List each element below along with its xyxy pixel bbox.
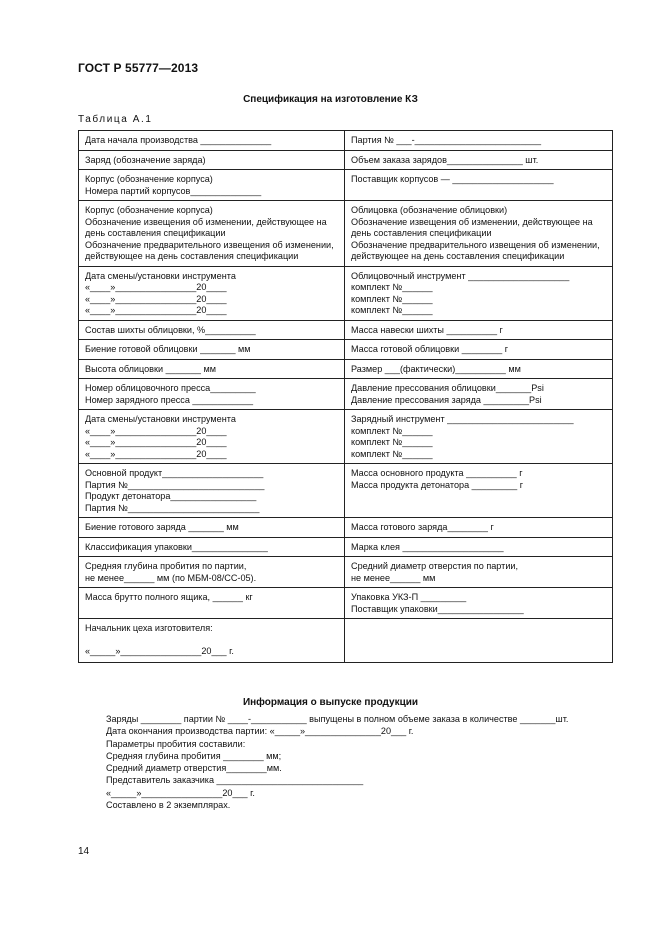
release-info-block — [106, 713, 626, 811]
cell-line: не менее______ мм — [351, 572, 436, 583]
right-cell — [345, 266, 613, 320]
cell-line: Объем заказа зарядов_______________ шт. — [351, 154, 539, 165]
right-cell — [345, 557, 613, 588]
left-cell — [79, 588, 345, 619]
cell-line: Партия №__________________________ — [85, 502, 260, 513]
info-line: Заряды ________ партии № ____-___________ выпущены в полном объеме заказа в количестве _______шт. — [106, 714, 569, 724]
cell-line: комплект №______ — [351, 437, 433, 447]
table-row — [79, 340, 613, 360]
right-cell — [345, 518, 613, 538]
info-line: Представитель заказчика _____________________________ — [106, 775, 364, 786]
cell-line: Дата начала производства ______________ — [85, 135, 272, 145]
left-cell — [79, 150, 345, 170]
cell-line: Биение готового заряда _______ мм — [85, 522, 239, 532]
right-cell — [345, 359, 613, 379]
right-cell — [345, 379, 613, 410]
left-cell — [79, 464, 345, 518]
cell-line: Состав шихты облицовки, %__________ — [85, 324, 256, 335]
table-row — [79, 359, 613, 379]
cell-line: Номер зарядного пресса ____________ — [85, 394, 254, 405]
right-cell — [345, 619, 613, 663]
cell-line: Продукт детонатора_________________ — [85, 491, 257, 501]
right-cell — [345, 131, 613, 151]
left-cell — [79, 170, 345, 201]
left-cell — [79, 410, 345, 464]
cell-line: комплект №______ — [351, 425, 433, 436]
cell-line: Облицовка (обозначение облицовки) — [351, 205, 508, 215]
cell-line: Номера партий корпусов______________ — [85, 185, 262, 196]
cell-line: Обозначение извещения об изменении, действующее на день составления спецификации — [351, 216, 593, 238]
cell-line: Масса навески шихты __________ г — [351, 324, 503, 335]
cell-line: комплект №______ — [351, 282, 433, 292]
right-cell — [345, 588, 613, 619]
right-cell — [345, 150, 613, 170]
cell-line: Номер облицовочного пресса_________ — [85, 383, 256, 393]
table-row — [79, 266, 613, 320]
cell-line: Масса брутто полного ящика, ______ кг — [85, 592, 253, 602]
cell-line: «_____»________________20___ г. — [85, 646, 234, 656]
left-cell — [79, 379, 345, 410]
left-cell — [79, 320, 345, 340]
cell-line: Облицовочный инструмент ____________________ — [351, 270, 570, 281]
info-line: Параметры пробития составили: — [106, 738, 246, 749]
cell-line: Марка клея ____________________ — [351, 541, 504, 552]
specification-table — [78, 130, 613, 663]
cell-line: Обозначение предварительного извещения об изменении, действующее на день составления спецификации — [85, 239, 334, 261]
table-row — [79, 379, 613, 410]
cell-line: Начальник цеха изготовителя: — [85, 623, 213, 633]
table-row — [79, 131, 613, 151]
cell-line: Корпус (обозначение корпуса) — [85, 205, 213, 215]
cell-line: Поставщик корпусов — ____________________ — [351, 174, 554, 184]
table-label: Таблица А.1 — [78, 114, 153, 125]
right-cell — [345, 170, 613, 201]
right-cell — [345, 464, 613, 518]
cell-line: Упаковка УКЗ-П _________ — [351, 592, 467, 602]
cell-line: не менее______ мм (по МБМ-08/СС-05). — [85, 572, 257, 583]
table-row — [79, 170, 613, 201]
release-info-title: Информация о выпуске продукции — [242, 697, 419, 708]
cell-line: Поставщик упаковки_________________ — [351, 603, 524, 614]
table-row — [79, 201, 613, 267]
specification-title: Спецификация на изготовление КЗ — [243, 94, 418, 105]
cell-line: Основной продукт____________________ — [85, 468, 264, 478]
cell-line: «____»________________20____ — [85, 293, 227, 304]
table-row — [79, 619, 613, 663]
right-cell — [345, 340, 613, 360]
cell-line: Масса основного продукта __________ г — [351, 468, 523, 478]
table-row — [79, 150, 613, 170]
standard-header: ГОСТ Р 55777—2013 — [78, 61, 199, 75]
right-cell — [345, 201, 613, 267]
cell-line: комплект №______ — [351, 305, 433, 315]
cell-line: Корпус (обозначение корпуса) — [85, 174, 213, 184]
cell-line: «____»________________20____ — [85, 425, 227, 436]
cell-line: Обозначение предварительного извещения об изменении, действующее на день составления спецификации — [351, 239, 600, 261]
cell-line: Масса готового заряда________ г — [351, 522, 494, 532]
left-cell — [79, 131, 345, 151]
left-cell — [79, 359, 345, 379]
table-row — [79, 320, 613, 340]
left-cell — [79, 537, 345, 557]
cell-line: Высота облицовки _______ мм — [85, 363, 217, 374]
table-row — [79, 557, 613, 588]
cell-line: Партия № ___-_________________________ — [351, 135, 542, 145]
cell-line: комплект №______ — [351, 293, 433, 304]
cell-line: Дата смены/установки инструмента — [85, 414, 236, 424]
left-cell — [79, 266, 345, 320]
info-line: Средняя глубина пробития ________ мм; — [106, 750, 282, 761]
table-row — [79, 410, 613, 464]
cell-line: «____»________________20____ — [85, 437, 227, 447]
cell-line: Обозначение извещения об изменении, действующее на день составления спецификации — [85, 216, 327, 238]
info-line: Составлено в 2 экземплярах. — [106, 800, 231, 811]
info-line: Дата окончания производства партии: «_____»_______________20___ г. — [106, 726, 414, 737]
right-cell — [345, 320, 613, 340]
cell-line: Масса готовой облицовки ________ г — [351, 344, 509, 354]
cell-line: Классификация упаковки_______________ — [85, 541, 268, 552]
right-cell — [345, 410, 613, 464]
cell-line: «____»________________20____ — [85, 305, 227, 315]
left-cell — [79, 619, 345, 663]
table-row — [79, 588, 613, 619]
cell-line: Давление прессования заряда _________Psi — [351, 394, 542, 405]
cell-line: Масса продукта детонатора _________ г — [351, 479, 524, 490]
table-row — [79, 464, 613, 518]
cell-line: комплект №______ — [351, 448, 433, 459]
table-row — [79, 537, 613, 557]
left-cell — [79, 201, 345, 267]
left-cell — [79, 518, 345, 538]
right-cell — [345, 537, 613, 557]
cell-line: Дата смены/установки инструмента — [85, 270, 236, 281]
cell-line: Заряд (обозначение заряда) — [85, 154, 206, 165]
table-row — [79, 518, 613, 538]
cell-line: «____»________________20____ — [85, 448, 227, 459]
cell-line: Партия №___________________________ — [85, 479, 265, 490]
info-line: «_____»________________20___ г. — [106, 787, 255, 798]
cell-line: Давление прессования облицовки_______Psi — [351, 383, 544, 393]
cell-line — [85, 635, 338, 647]
cell-line: Зарядный инструмент _________________________ — [351, 414, 574, 424]
page-number: 14 — [78, 846, 90, 857]
cell-line: Биение готовой облицовки _______ мм — [85, 344, 251, 354]
left-cell — [79, 557, 345, 588]
left-cell — [79, 340, 345, 360]
cell-line: Средняя глубина пробития по партии, — [85, 561, 247, 571]
cell-line: Средний диаметр отверстия по партии, — [351, 561, 519, 571]
info-line: Средний диаметр отверстия________мм. — [106, 763, 282, 774]
cell-line: «____»________________20____ — [85, 282, 227, 292]
cell-line: Размер ___(фактически)__________ мм — [351, 363, 521, 374]
